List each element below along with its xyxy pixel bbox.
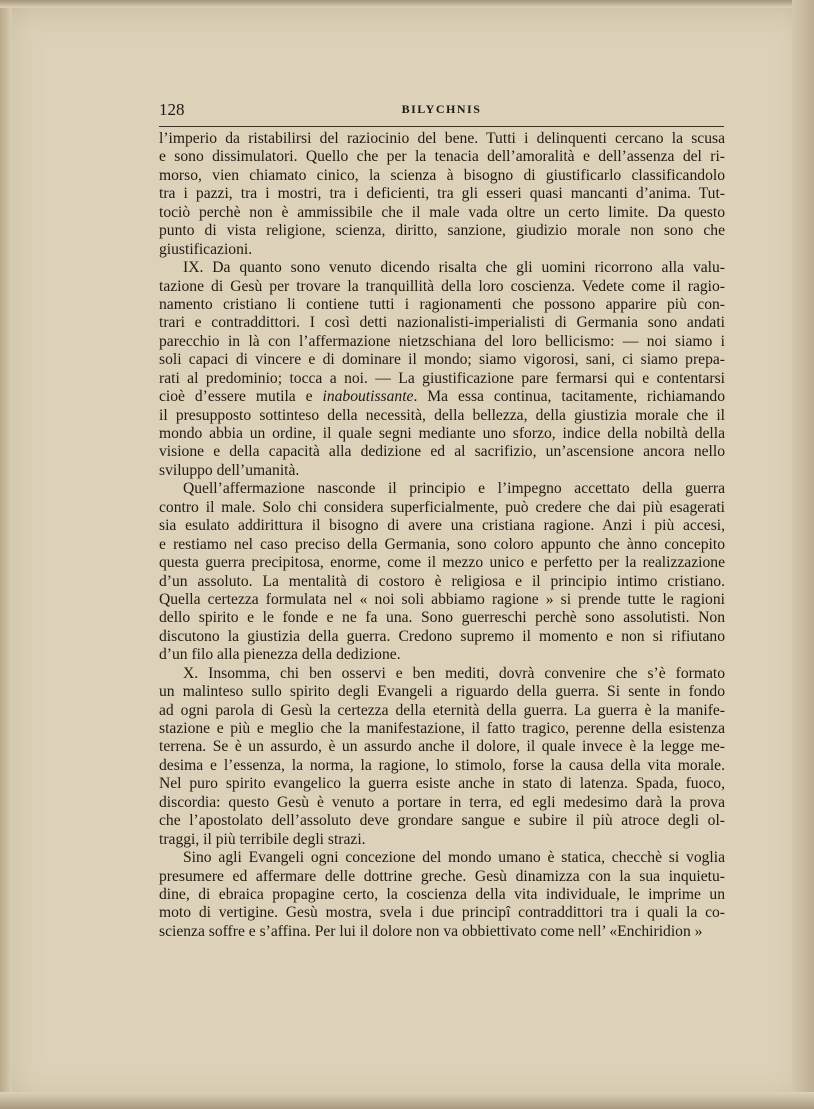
page-spine — [0, 0, 12, 1109]
text-line: rati al predominio; tocca a noi. — La giustificazione pare fermarsi qui e contentarsi — [159, 369, 725, 387]
paragraph — [159, 849, 725, 941]
text-line: discordia: questo Gesù è venuto a portare in terra, ed egli medesimo darà la prova — [159, 793, 725, 811]
text-line: soli capaci di vincere e di dominare il mondo; siamo vigorosi, sani, ci siamo prepa- — [159, 351, 725, 369]
text-line: IX. Da quanto sono venuto dicendo risalta che gli uomini ricorrono alla valu- — [183, 259, 725, 277]
text-line: presumere ed affermare delle dottrine greche. Gesù dinamizza con la sua inquietu- — [159, 867, 725, 885]
text-line: moto di vertigine. Gesù mostra, svela i due principî contraddittori tra i quali la co- — [159, 904, 725, 922]
text-line: tra i pazzi, tra i mostri, tra i deficienti, tra gli esseri quasi mancanti d’anima. Tut- — [159, 185, 725, 203]
text-line: ad ogni parola di Gesù la certezza della eternità della guerra. La guerra è la manife- — [159, 701, 725, 719]
page-number: 128 — [159, 100, 185, 119]
page-top-edge — [0, 0, 814, 8]
text-line: parecchio in là con l’affermazione nietzschiana del loro bellicismo: — noi siamo i — [159, 332, 725, 350]
text-line: punto di vista religione, scienza, diritto, sanzione, giudizio morale non sono che — [159, 222, 725, 240]
text-line: discutono la giustizia della guerra. Credono supremo il momento e non si rifiutano — [159, 627, 725, 645]
text-line: il presupposto sottinteso della necessità, della bellezza, della giustizia morale che il — [159, 406, 725, 424]
text-line: namento cristiano li contiene tutti i ragionamenti che possono apparire più con- — [159, 295, 725, 313]
text-line: e sono dissimulatori. Quello che per la tenacia dell’amoralità e dell’assenza del ri- — [159, 148, 725, 166]
text-line: l’imperio da ristabilirsi del raziocinio del bene. Tutti i delinquenti cercano la scusa — [159, 130, 725, 147]
page-right-edge — [792, 0, 814, 1109]
text-line: tazione di Gesù per trovare la tranquillità della loro coscienza. Vedete come il ragio- — [159, 277, 725, 295]
text-line: stazione e più e meglio che la manifestazione, il fatto tragico, perenne della esistenza — [159, 720, 725, 737]
text-line: d’un filo alla pienezza della dedizione. — [159, 646, 401, 664]
text-line: tociò perchè non è ammissibile che il male vada oltre un certo limite. Da questo — [159, 203, 725, 221]
text-line: che l’apostolato dell’assoluto deve grondare sangue e subire il più atroce degli ol- — [159, 812, 725, 830]
text-line: sviluppo dell’umanità. — [159, 461, 300, 479]
text-line: traggi, il più terribile degli strazi. — [159, 830, 366, 848]
text-line: scienza soffre e s’affina. Per lui il dolore non va obbiettivato come nell’ «Enchiridion » — [159, 922, 703, 940]
header-rule — [159, 126, 724, 127]
text-line: cioè d’essere mutila e inaboutissante. Ma essa continua, tacitamente, richiamando — [159, 388, 725, 406]
text-line: dine, di ebraica propagine certo, la coscienza della vita individuale, le imprime un — [159, 885, 725, 903]
text-line: Sino agli Evangeli ogni concezione del mondo umano è statica, checchè si voglia — [183, 849, 725, 867]
text-line: terrena. Se è un assurdo, è un assurdo anche il dolore, il quale invece è la legge me- — [159, 738, 725, 756]
paragraph — [159, 259, 725, 480]
paragraph — [159, 665, 725, 849]
text-line: Quella certezza formulata nel « noi soli abbiamo ragione » si prende tutte le ragioni — [159, 590, 725, 608]
text-line: trari e contraddittori. I così detti nazionalisti-imperialisti di Germania sono andati — [159, 314, 725, 332]
text-line: questa guerra precipitosa, enorme, come il mezzo unico e perfetto per la realizzazione — [159, 554, 725, 572]
text-line: morso, vien chiamato cinico, la scienza à bisogno di giustificarlo classificandolo — [159, 166, 725, 184]
text-line: visione e della capacità alla dedizione ed al sacrifizio, un’ascensione ancora nello — [159, 443, 725, 461]
text-line: sia esulato addirittura il bisogno di avere una cristiana ragione. Anzi i più accesi, — [159, 517, 725, 535]
page-header — [159, 100, 724, 122]
text-line: d’un assoluto. La mentalità di costoro è religiosa e il principio intimo cristiano. — [159, 572, 725, 590]
page-bottom-edge — [0, 1092, 814, 1109]
text-line: dello spirito e le fonde e ne fa una. Sono guerreschi perchè sono assolutisti. Non — [159, 609, 725, 627]
body-text — [159, 130, 725, 941]
text-line: Nel puro spirito evangelico la guerra esiste anche in stato di latenza. Spada, fuoco, — [159, 775, 725, 793]
text-line: un malinteso sullo spirito degli Evangeli a riguardo della guerra. Si sente in fondo — [159, 683, 725, 701]
text-line: contro il male. Solo chi considera superficialmente, può credere che dai più esagerati — [159, 498, 725, 516]
italic-term: inaboutissante — [322, 388, 414, 406]
text-line: e restiamo nel caso preciso della Germania, sono coloro appunto che ànno concepito — [159, 535, 725, 553]
text-line: Quell’affermazione nasconde il principio e l’impegno accettato della guerra — [183, 480, 725, 498]
text-line: desima e l’essenza, la norma, la ragione, lo stimolo, forse la causa della vita morale. — [159, 756, 725, 774]
paragraph — [159, 480, 725, 664]
running-title: BILYCHNIS — [401, 102, 482, 116]
text-line: giustificazioni. — [159, 240, 253, 258]
text-line: X. Insomma, chi ben osservi e ben mediti, dovrà convenire che s’è formato — [183, 664, 725, 682]
paragraph — [159, 130, 725, 259]
text-line: mondo abbia un ordine, il quale segni mediante uno sforzo, indice della nobiltà della — [159, 425, 725, 442]
